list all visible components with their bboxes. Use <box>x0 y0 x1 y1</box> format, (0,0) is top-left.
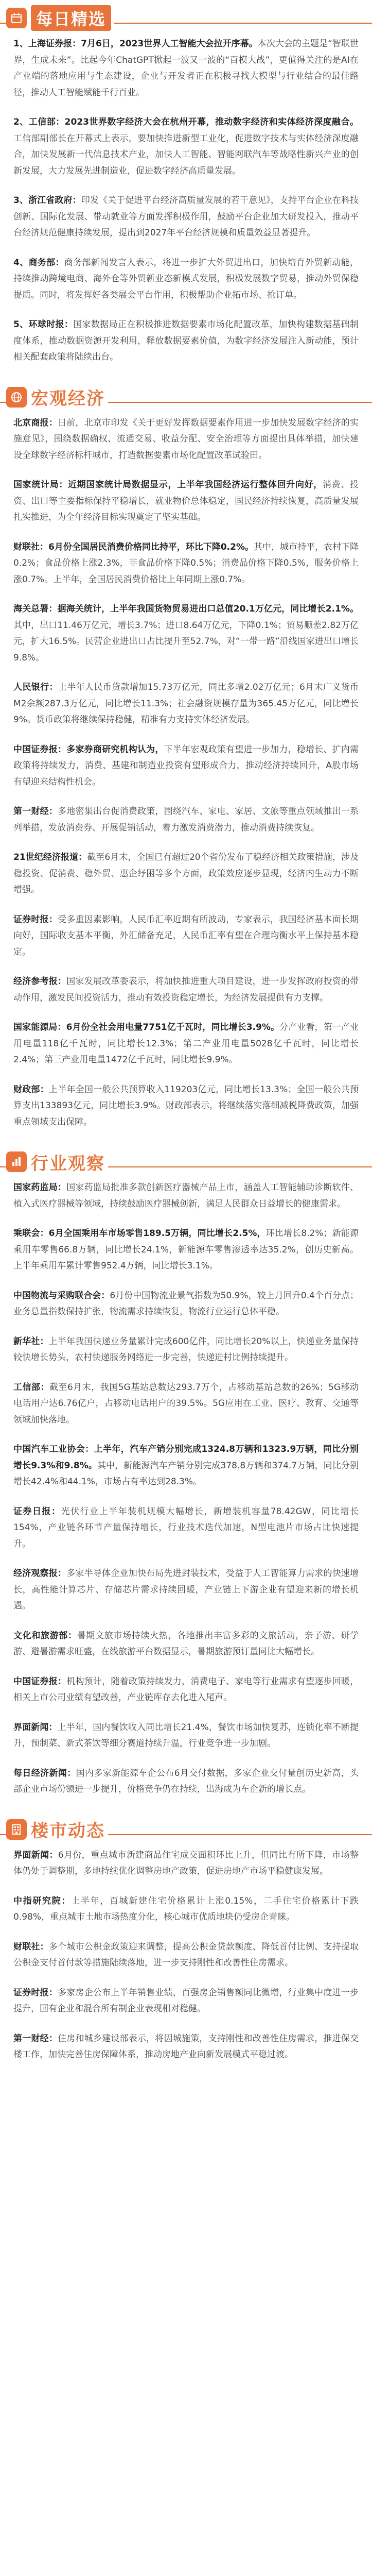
list-item <box>13 974 359 1006</box>
item-text: 国家数据局正在积极推进数据要素市场化配置改革，加快构建数据基础制度体系，推动数据资源开发利用，释放数据要素价值，为数字经济发展注入新动能，预计相关配套政策将陆续出台。 <box>13 319 359 362</box>
section-title: 行业观察 <box>31 1153 105 1174</box>
list-item <box>13 1939 359 1972</box>
item-text: 商务部新闻发言人表示，将进一步扩大外贸进出口，加快培育外贸新动能，持续推动跨境电商、海外仓等外贸新业态新模式发展，积极发展数字贸易，推动外贸保稳提质。同时，将发挥好各类展会平台作用，积极帮助企业拓市场、抢订单。 <box>13 257 359 300</box>
list-item <box>13 1380 359 1429</box>
item-source: 中国汽车工业协会： <box>13 1444 94 1454</box>
item-source: 1、上海证券报： <box>13 39 81 49</box>
section-content-industry <box>0 1180 372 1798</box>
item-text: 下半年宏观政策有望进一步加力，稳增长、扩内需政策将持续发力，消费、基建和制造业投资有望形成合力，推动经济持续回升，A股市场有望迎来结构性机会。 <box>13 744 359 787</box>
item-source: 财联社： <box>13 1941 49 1952</box>
item-source: 乘联会： <box>13 1228 49 1239</box>
globe-icon <box>6 387 27 408</box>
item-source: 中国证券报： <box>13 1676 67 1687</box>
item-source: 界面新闻： <box>13 1722 58 1733</box>
item-source: 文化和旅游部： <box>13 1630 77 1641</box>
list-item <box>13 1848 359 1880</box>
item-highlight: 6月全国乘用车市场零售189.5万辆，同比增长2.5%， <box>48 1228 266 1239</box>
section-title: 宏观经济 <box>31 388 105 409</box>
item-source: 证券日报： <box>13 1506 61 1517</box>
item-text: 其中，新能源汽车产销分别完成378.8万辆和374.7万辆，同比分别增长42.4%和44.1%，市场占有率达到28.3%。 <box>13 1460 359 1487</box>
item-source: 北京商报： <box>13 417 58 428</box>
item-highlight: 6月份全社会用电量7751亿千瓦时，同比增长3.9%。 <box>66 1022 280 1032</box>
list-item <box>13 415 359 464</box>
list-item <box>13 477 359 526</box>
list-item <box>13 1180 359 1212</box>
list-item <box>13 601 359 666</box>
item-highlight: 据海关统计，上半年我国货物贸易进出口总值20.1万亿元，同比增长2.1%。 <box>57 604 359 614</box>
list-item <box>13 1020 359 1069</box>
item-highlight: 近期国家统计局数据显示，上半年我国经济运行整体回升向好， <box>68 480 323 490</box>
list-item <box>13 2031 359 2063</box>
item-highlight: 2023世界数字经济大会在杭州开幕，推动数字经济和实体经济深度融合。 <box>64 117 359 127</box>
item-source: 4、商务部： <box>13 257 64 268</box>
item-text: 上半年人民币贷款增加15.73万亿元，同比多增2.02万亿元；6月末广义货币M2余额287.3万亿元，同比增长11.3%；社会融资规模存量为365.45万亿元，同比增长9%。货币政策将继续保持稳健，精准有力支持实体经济发展。 <box>13 682 359 725</box>
list-item <box>13 742 359 791</box>
item-text: 其中，城市持平，农村下降0.2%；食品价格上涨2.3%，非食品价格下降0.5%；消费品价格下降0.5%，服务价格上涨0.7%。上半年，全国居民消费价格比上年同期上涨0.7%。 <box>13 541 359 585</box>
section-badge <box>6 5 114 31</box>
item-text: 多家半导体企业加快布局先进封装技术，受益于人工智能算力需求的快速增长，高性能计算芯片、存储芯片需求持续回暖，产业链上下游企业有望迎来新的增长机遇。 <box>13 1568 359 1611</box>
list-item <box>13 1720 359 1752</box>
item-text: 多地密集出台促消费政策，围绕汽车、家电、家居、文旅等重点领域推出一系列举措，发放消费券、开展促销活动，着力激发消费潜力，推动消费持续恢复。 <box>13 806 359 833</box>
item-source: 证券时报： <box>13 1987 58 1998</box>
list-item <box>13 1226 359 1275</box>
item-source: 5、环球时报： <box>13 319 74 330</box>
item-source: 中国证券报： <box>13 744 67 755</box>
item-source: 每日经济新闻： <box>13 1768 76 1778</box>
item-text: 住房和城乡建设部表示，将因城施策，支持刚性和改善性住房需求，推进保交楼工作，加快完善住房保障体系，推动房地产业向新发展模式平稳过渡。 <box>13 2033 359 2060</box>
item-source: 第一财经： <box>13 806 58 817</box>
item-source: 新华社： <box>13 1336 49 1347</box>
item-source: 海关总署： <box>13 604 58 614</box>
item-highlight: 多家券商研究机构认为， <box>66 744 164 755</box>
item-source: 国家药监局： <box>13 1182 67 1193</box>
list-item <box>13 1674 359 1706</box>
section-badge <box>6 1817 108 1842</box>
item-text: 国内多家新能源车企公布6月交付数据，多家企业交付量创历史新高，头部企业市场份额进一步提升，价格竞争仍在持续，出海成为车企新的增长点。 <box>13 1768 359 1794</box>
item-text: 国家药监局批准多款创新医疗器械产品上市，涵盖人工智能辅助诊断软件、植入式医疗器械等领域，持续鼓励医疗器械创新，满足人民群众日益增长的健康需求。 <box>13 1182 359 1209</box>
section-header-industry <box>0 1144 372 1180</box>
item-source: 国家能源局： <box>13 1022 66 1032</box>
item-highlight: 7月6日，2023世界人工智能大会拉开序幕。 <box>81 39 258 49</box>
item-text: 6月份，重点城市新建商品住宅成交面积环比上升，但同比有所下降，市场整体仍处于调整期，多地持续优化调整房地产政策，促进房地产市场平稳健康发展。 <box>13 1850 359 1876</box>
section-content-property <box>0 1848 372 2063</box>
section-header-property <box>0 1811 372 1848</box>
item-text: 截至6月末，我国5G基站总数达293.7万个，占移动基站总数的26%；5G移动电话用户达6.76亿户，占移动电话用户的39.5%。5G应用在工业、医疗、教育、交通等领域加快落地。 <box>13 1382 359 1425</box>
item-source: 3、浙江省政府： <box>13 195 81 206</box>
item-text: 上半年全国一般公共预算收入119203亿元，同比增长13.3%；全国一般公共预算支出133893亿元，同比增长3.9%。财政部表示，将继续落实落细减税降费政策，加强重点领域支出保障。 <box>13 1084 359 1127</box>
item-text: 受多重因素影响，人民币汇率近期有所波动，专家表示，我国经济基本面长期向好，国际收支基本平衡，外汇储备充足，人民币汇率有望在合理均衡水平上保持基本稳定。 <box>13 914 359 957</box>
item-source: 界面新闻： <box>13 1850 58 1860</box>
item-highlight: 6月份全国居民消费价格同比持平，环比下降0.2%。 <box>48 541 254 552</box>
list-item <box>13 1504 359 1553</box>
item-text: 环比增长8.2%；新能源乘用车零售66.8万辆，同比增长24.1%，新能源车零售渗透率达35.2%，创历史新高。上半年乘用车累计零售952.4万辆，同比增长3.1%。 <box>13 1228 359 1271</box>
item-text: 光伏行业上半年装机规模大幅增长，新增装机容量78.42GW，同比增长154%，产业链各环节产量保持增长，行业技术迭代加速，N型电池片市场占比快速提升。 <box>13 1506 359 1549</box>
item-source: 经济参考报： <box>13 976 67 987</box>
item-source: 经济观察报： <box>13 1568 67 1579</box>
section-header-macro <box>0 379 372 415</box>
item-text: 工信部副部长在开幕式上表示，要加快推进新型工业化，促进数字技术与实体经济深度融合，加快发展新一代信息技术产业，加快人工智能、智能网联汽车等战略性新兴产业的创新发展，大力发展先进制造业，促进数字经济高质量发展。 <box>13 133 359 176</box>
section-content-macro <box>0 415 372 1131</box>
item-source: 人民银行： <box>13 682 58 692</box>
list-item <box>13 1334 359 1366</box>
list-item <box>13 317 359 366</box>
item-source: 财政部： <box>13 1084 49 1095</box>
section-header-daily <box>0 0 372 36</box>
section-title: 楼市动态 <box>31 1821 105 1841</box>
list-item <box>13 1566 359 1615</box>
item-source: 21世纪经济报道： <box>13 852 87 862</box>
list-item <box>13 114 359 179</box>
item-text: 多家房企公布上半年销售业绩，百强房企销售额同比微增，行业集中度进一步提升，国有企业和混合所有制企业表现相对稳健。 <box>13 1987 359 2014</box>
item-text: 上半年，百城新建住宅价格累计上涨0.15%，二手住宅价格累计下跌0.98%，重点城市土地市场热度分化，核心城市优质地块仍受房企青睐。 <box>13 1895 359 1922</box>
list-item <box>13 1766 359 1798</box>
item-text: 暑期文旅市场持续火热，各地推出丰富多彩的文旅活动，亲子游、研学游、避暑游需求旺盛，在线旅游平台数据显示，暑期旅游预订量同比大幅增长。 <box>13 1630 359 1657</box>
list-item <box>13 912 359 961</box>
section-badge <box>6 1149 108 1175</box>
list-item <box>13 36 359 101</box>
item-text: 6月份中国物流业景气指数为50.9%，较上月回升0.4个百分点；业务总量指数保持扩张，物流需求持续恢复，物流行业运行总体平稳。 <box>13 1290 359 1317</box>
list-item <box>13 1082 359 1131</box>
item-text: 多个城市公积金政策迎来调整，提高公积金贷款额度、降低首付比例、支持提取公积金支付首付款等措施陆续落地，进一步支持刚性和改善性住房需求。 <box>13 1941 359 1968</box>
list-item <box>13 1628 359 1660</box>
item-text: 国家发展改革委表示，将加快推进重大项目建设，进一步发挥政府投资的带动作用，激发民间投资活力，推动有效投资稳定增长，为经济发展提供有力支撑。 <box>13 976 359 1003</box>
item-source: 证券时报： <box>13 914 58 925</box>
section-badge <box>6 384 108 410</box>
item-text: 分产业看，第一产业用电量118亿千瓦时，同比增长12.3%；第二产业用电量5028亿千瓦时，同比增长2.4%；第三产业用电量1472亿千瓦时，同比增长9.9%。 <box>13 1022 359 1065</box>
item-text: 截至6月末，全国已有超过20个省份发布了稳经济相关政策措施，涉及稳投资、促消费、稳外贸、惠企纾困等多个方面，政策效应逐步显现，经济内生动力不断增强。 <box>13 852 359 895</box>
chart-icon <box>6 1151 27 1172</box>
item-text: 其中，出口11.46万亿元，增长3.7%；进口8.64万亿元，下降0.1%；贸易顺差2.82万亿元，扩大16.5%。民营企业进出口占比提升至52.7%，对“一带一路”沿线国家进出口增长9.8%。 <box>13 620 359 663</box>
list-item <box>13 850 359 899</box>
item-source: 国家统计局： <box>13 480 68 490</box>
list-item <box>13 1893 359 1926</box>
list-item <box>13 255 359 304</box>
item-text: 日前，北京市印发《关于更好发挥数据要素作用进一步加快发展数字经济的实施意见》，围绕数据确权、流通交易、收益分配、安全治理等方面提出具体举措，加快建设全球数字经济标杆城市，打造数据要素市场化配置改革试验田。 <box>13 417 359 461</box>
item-text: 本次大会的主题是“智联世界，生成未来”。比起今年ChatGPT掀起一波又一波的“百模大战”，更值得关注的是AI在产业端的落地应用与生态建设，企业与开发者正在积极寻找大模型与行业结合的最佳路径，推动人工智能赋能千行百业。 <box>13 39 359 98</box>
item-text: 消费、投资、出口等主要指标保持平稳增长，就业物价总体稳定，国民经济持续恢复，高质量发展扎实推进，为全年经济目标实现奠定了坚实基础。 <box>13 480 359 522</box>
item-text: 机构预计，随着政策持续发力，消费电子、家电等行业需求有望逐步回暖，相关上市公司业绩有望改善，产业链库存去化进入尾声。 <box>13 1676 359 1703</box>
item-text: 印发《关于促进平台经济高质量发展的若干意见》，支持平台企业在科技创新、国际化发展、带动就业等方面发挥积极作用，鼓励平台企业加大研发投入，推动平台经济规范健康持续发展，提出到2027年平台经济规模和质量效益显著提升。 <box>13 195 359 238</box>
calendar-icon <box>6 8 27 28</box>
item-source: 第一财经： <box>13 2033 58 2044</box>
list-item <box>13 1288 359 1320</box>
list-item <box>13 193 359 242</box>
item-source: 财联社： <box>13 541 49 552</box>
section-title: 每日精选 <box>31 5 111 31</box>
item-highlight: 上半年，汽车产销分别完成1324.8万辆和1323.9万辆，同比分别增长9.3%和9.8%。 <box>13 1444 359 1471</box>
section-content-daily <box>0 36 372 366</box>
list-item <box>13 1442 359 1490</box>
item-text: 上半年，国内餐饮收入同比增长21.4%，餐饮市场加快复苏，连锁化率不断提升，预制菜、新式茶饮等细分赛道持续升温，行业竞争进一步加剧。 <box>13 1722 359 1749</box>
item-source: 中国物流与采购联合会： <box>13 1290 110 1301</box>
item-text: 上半年我国快递业务量累计完成600亿件，同比增长20%以上，快递业务量保持较快增长势头，农村快递服务网络进一步完善，快递进村比例持续提升。 <box>13 1336 359 1363</box>
item-source: 2、工信部： <box>13 117 65 127</box>
building-icon <box>6 1819 27 1840</box>
list-item <box>13 1985 359 2018</box>
list-item <box>13 804 359 836</box>
item-source: 中指研究院： <box>13 1895 72 1906</box>
list-item <box>13 680 359 728</box>
item-source: 工信部： <box>13 1382 49 1393</box>
list-item <box>13 539 359 588</box>
